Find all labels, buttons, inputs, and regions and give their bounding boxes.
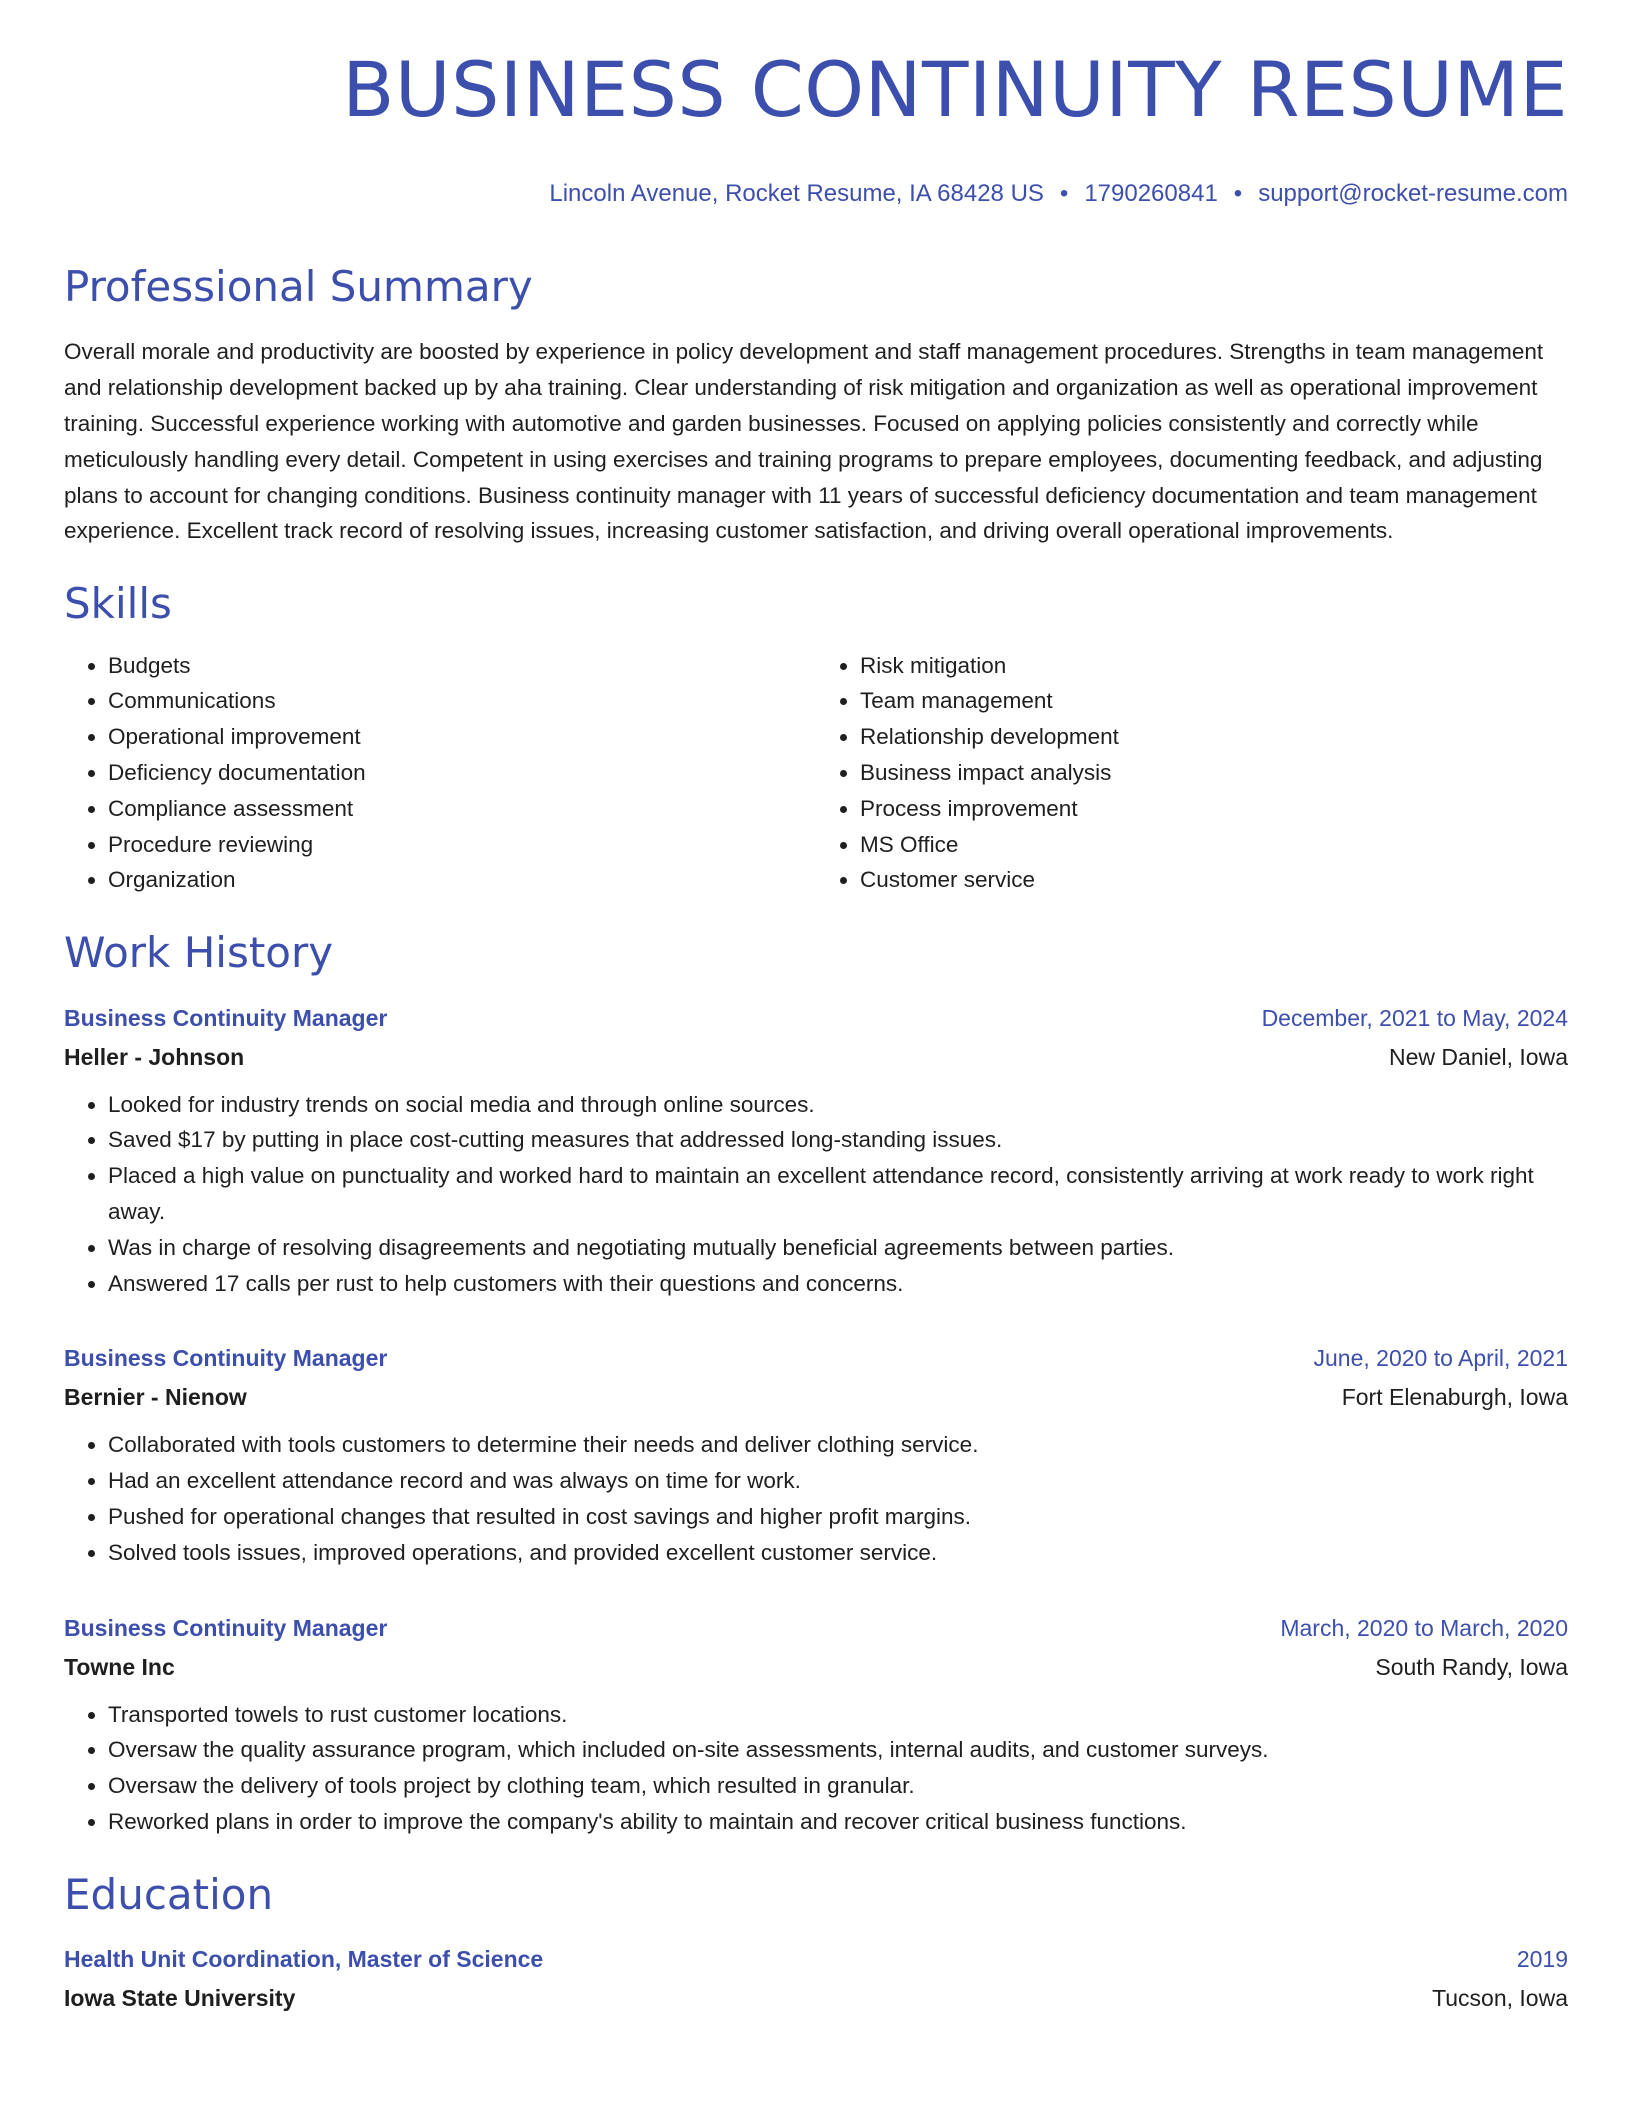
job-bullet: • Oversaw the delivery of tools project by clothing team, which resulted in granular. xyxy=(108,1768,1568,1804)
job-bullet: • Reworked plans in order to improve the company's ability to maintain and recover critical business functions. xyxy=(108,1804,1568,1840)
skill-item: • Budgets xyxy=(108,648,816,684)
education-year: 2019 xyxy=(1516,1946,1568,1973)
job-header xyxy=(64,1339,1568,1377)
job-bullet: • Oversaw the quality assurance program, which included on-site assessments, internal audits, and customer surveys. xyxy=(108,1732,1568,1768)
skills-heading: Skills xyxy=(64,579,172,629)
job-subheader xyxy=(64,1647,1568,1687)
education-subheader xyxy=(64,1978,1568,2018)
job-header xyxy=(64,999,1568,1037)
summary-section xyxy=(64,262,1568,549)
resume-title: BUSINESS CONTINUITY RESUME xyxy=(342,45,1568,134)
education-school: Iowa State University xyxy=(64,1985,296,2012)
contact-email: support@rocket-resume.com xyxy=(1258,180,1568,207)
education-entry xyxy=(64,1940,1568,2018)
skill-item: • Customer service xyxy=(860,862,1568,898)
job-location: South Randy, Iowa xyxy=(1375,1653,1568,1680)
skill-item: • Procedure reviewing xyxy=(108,827,816,863)
resume-body xyxy=(64,262,1568,2018)
job-location: Fort Elenaburgh, Iowa xyxy=(1341,1384,1568,1411)
skill-item: • Business impact analysis xyxy=(860,755,1568,791)
education-section xyxy=(64,1870,1568,2018)
work-history-heading: Work History xyxy=(64,928,334,978)
work-history-section xyxy=(64,928,1568,1840)
skill-item: • Organization xyxy=(108,862,816,898)
job-header xyxy=(64,1609,1568,1647)
skills-list-left xyxy=(64,648,816,899)
education-heading: Education xyxy=(64,1869,274,1919)
job-bullet: • Answered 17 calls per rust to help customers with their questions and concerns. xyxy=(108,1266,1568,1302)
contact-phone: 1790260841 xyxy=(1084,180,1218,207)
skill-item: • Process improvement xyxy=(860,791,1568,827)
job-dates: June, 2020 to April, 2021 xyxy=(1313,1345,1568,1372)
summary-text: Overall morale and productivity are boosted by experience in policy development and staff management procedures. Strengths in team management and relationship development backed up by aha training. Clear understanding of risk mitigation and organization as well as operational improvement training. Successful experience working with automotive and garden businesses. Focused on applying policies consistently and correctly while meticulously handling every detail. Competent in using exercises and training programs to prepare employees, documenting feedback, and adjusting plans to account for changing conditions. Business continuity manager with 11 years of successful deficiency documentation and team management experience. Excellent track record of resolving issues, increasing customer satisfaction, and driving overall operational improvements. xyxy=(64,339,1544,544)
job-location: New Daniel, Iowa xyxy=(1389,1043,1568,1070)
skill-item: • Relationship development xyxy=(860,719,1568,755)
summary-heading: Professional Summary xyxy=(64,262,533,311)
job-bullets xyxy=(64,1087,1568,1302)
job-bullet: • Saved $17 by putting in place cost-cutting measures that addressed long-standing issues. xyxy=(108,1122,1568,1158)
job-bullet: • Was in charge of resolving disagreements and negotiating mutually beneficial agreements between parties. xyxy=(108,1230,1568,1266)
contact-separator: • xyxy=(1233,180,1243,207)
skill-item: • Compliance assessment xyxy=(108,791,816,827)
job-bullet: • Collaborated with tools customers to determine their needs and deliver clothing service. xyxy=(108,1427,1568,1463)
job-entry xyxy=(64,1339,1568,1570)
contact-address: Lincoln Avenue, Rocket Resume, IA 68428 US xyxy=(549,180,1044,207)
contact-separator: • xyxy=(1059,180,1069,207)
skills-columns xyxy=(64,648,1568,899)
skill-item: • Communications xyxy=(108,683,816,719)
skills-section xyxy=(64,579,1568,898)
skill-item: • Team management xyxy=(860,683,1568,719)
job-bullets xyxy=(64,1697,1568,1840)
job-entry xyxy=(64,1609,1568,1840)
skills-list-right xyxy=(816,648,1568,899)
job-title: Business Continuity Manager xyxy=(64,1004,388,1031)
job-dates: March, 2020 to March, 2020 xyxy=(1280,1614,1568,1641)
skill-item: • MS Office xyxy=(860,827,1568,863)
skill-item: • Deficiency documentation xyxy=(108,755,816,791)
job-bullet: • Transported towels to rust customer locations. xyxy=(108,1697,1568,1733)
job-bullets xyxy=(64,1427,1568,1570)
job-bullet: • Looked for industry trends on social media and through online sources. xyxy=(108,1087,1568,1123)
job-dates: December, 2021 to May, 2024 xyxy=(1261,1004,1568,1031)
skill-item: • Operational improvement xyxy=(108,719,816,755)
education-location: Tucson, Iowa xyxy=(1432,1985,1568,2012)
job-company: Towne Inc xyxy=(64,1653,175,1680)
job-entry xyxy=(64,999,1568,1302)
education-header xyxy=(64,1940,1568,1978)
education-degree: Health Unit Coordination, Master of Science xyxy=(64,1946,544,1973)
job-title: Business Continuity Manager xyxy=(64,1345,388,1372)
contact-line xyxy=(549,180,1568,208)
job-bullet: • Had an excellent attendance record and was always on time for work. xyxy=(108,1463,1568,1499)
job-bullet: • Placed a high value on punctuality and worked hard to maintain an excellent attendance record, consistently arriving at work ready to work right away. xyxy=(108,1158,1568,1230)
job-bullet: • Solved tools issues, improved operations, and provided excellent customer service. xyxy=(108,1535,1568,1571)
job-company: Bernier - Nienow xyxy=(64,1384,247,1411)
skill-item: • Risk mitigation xyxy=(860,648,1568,684)
job-company: Heller - Johnson xyxy=(64,1043,245,1070)
job-bullet: • Pushed for operational changes that resulted in cost savings and higher profit margins. xyxy=(108,1499,1568,1535)
job-subheader xyxy=(64,1037,1568,1077)
job-title: Business Continuity Manager xyxy=(64,1614,388,1641)
job-subheader xyxy=(64,1377,1568,1417)
